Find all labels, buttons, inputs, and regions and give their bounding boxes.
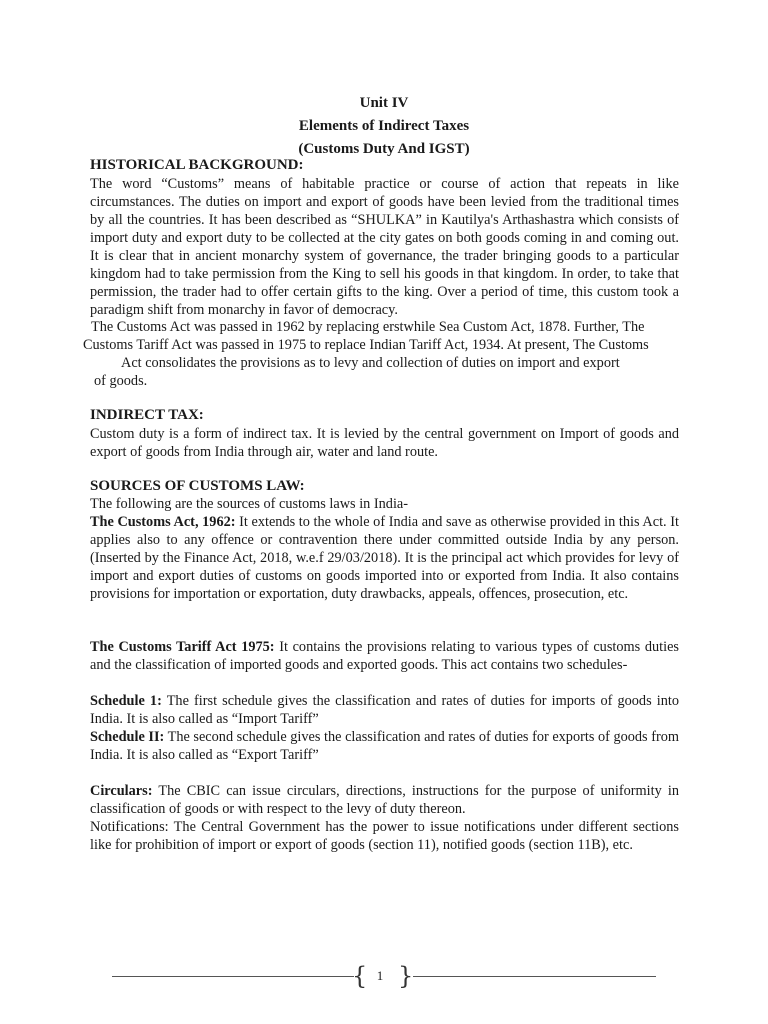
indirect-tax-heading: INDIRECT TAX:: [90, 407, 204, 423]
sources-heading: SOURCES OF CUSTOMS LAW:: [90, 478, 305, 494]
customs-act-paragraph: [90, 513, 679, 603]
historical-para2-line3: Act consolidates the provisions as to levy and collection of duties on import and export: [121, 355, 620, 371]
indirect-tax-paragraph: Custom duty is a form of indirect tax. It is levied by the central government on Import of goods and export of goods from India through air, water and land route.: [90, 426, 679, 460]
schedule-1-text: The first schedule gives the classification and rates of duties for imports of goods into India. It is also called as “Import Tariff”: [90, 693, 679, 727]
circulars-text: The CBIC can issue circulars, directions, instructions for the purpose of uniformity in classification of goods or with respect to the levy of duty thereon.: [90, 783, 679, 817]
customs-act-text: It extends to the whole of India and save as otherwise provided in this Act. It applies also to any offence or contravention there under committed outside India by any person. (Inserted by the Finance Act, 2018, w.e.f 29/03/2018). It is the principal act which provides for levy of import and export duties of customs on goods imported into or exported from India. It also contains provisions for importation or exportation, duty drawbacks, appeals, offences, prosecution, etc.: [90, 514, 679, 602]
historical-paragraph: The word “Customs” means of habitable practice or course of action that repeats in like circumstances. The duties on import and export of goods have been levied from the traditional times by all the countries. It has been described as “SHULKA” in Kautilya's Arthashastra which consists of import duty and export duty to be collected at the city gates on both goods coming in and coming out. It is clear that in ancient monarchy system of governance, the trader bringing goods to a particular kingdom had to take permission from the King to sell his goods in that kingdom. In order, to take that permission, the trader had to offer certain gifts to the king. Over a period of time, this custom took a paradigm shift from monarchy in favor of democracy.: [90, 176, 679, 318]
schedule-2-text: The second schedule gives the classification and rates of duties for exports of goods from India. It is also called as “Export Tariff”: [90, 729, 679, 763]
schedule-2-paragraph: [90, 728, 679, 764]
page-number: 1: [376, 968, 384, 983]
footer-rule-right: [413, 976, 656, 977]
right-brace-icon: }: [398, 962, 414, 990]
unit-heading: Unit IV: [359, 95, 409, 111]
historical-para2-line2: Customs Tariff Act was passed in 1975 to replace Indian Tariff Act, 1934. At present, The Customs: [83, 337, 649, 353]
tariff-act-text: It contains the provisions relating to various types of customs duties and the classification of imported goods and exported goods. This act contains two schedules-: [90, 639, 679, 673]
historical-para2-line4: of goods.: [94, 373, 148, 389]
tariff-act-label: The Customs Tariff Act 1975:: [90, 639, 275, 655]
document-title: Elements of Indirect Taxes: [298, 118, 470, 134]
historical-heading: HISTORICAL BACKGROUND:: [90, 157, 304, 173]
circulars-label: Circulars:: [90, 783, 153, 799]
document-subtitle: (Customs Duty And IGST): [298, 141, 470, 157]
schedule-2-label: Schedule II:: [90, 729, 165, 745]
notifications-paragraph: Notifications: The Central Government has the power to issue notifications under different sections like for prohibition of import or export of goods (section 11), notified goods (section 11B), etc.: [90, 819, 679, 853]
customs-act-label: The Customs Act, 1962:: [90, 514, 236, 530]
historical-para2-line1: The Customs Act was passed in 1962 by replacing erstwhile Sea Custom Act, 1878. Further, The: [91, 319, 645, 335]
circulars-paragraph: [90, 782, 679, 818]
schedule-1-paragraph: [90, 692, 679, 728]
schedule-1-label: Schedule 1:: [90, 693, 162, 709]
tariff-act-paragraph: [90, 638, 679, 674]
left-brace-icon: {: [352, 962, 368, 990]
sources-intro: The following are the sources of customs laws in India-: [90, 496, 409, 512]
footer-rule-left: [112, 976, 354, 977]
